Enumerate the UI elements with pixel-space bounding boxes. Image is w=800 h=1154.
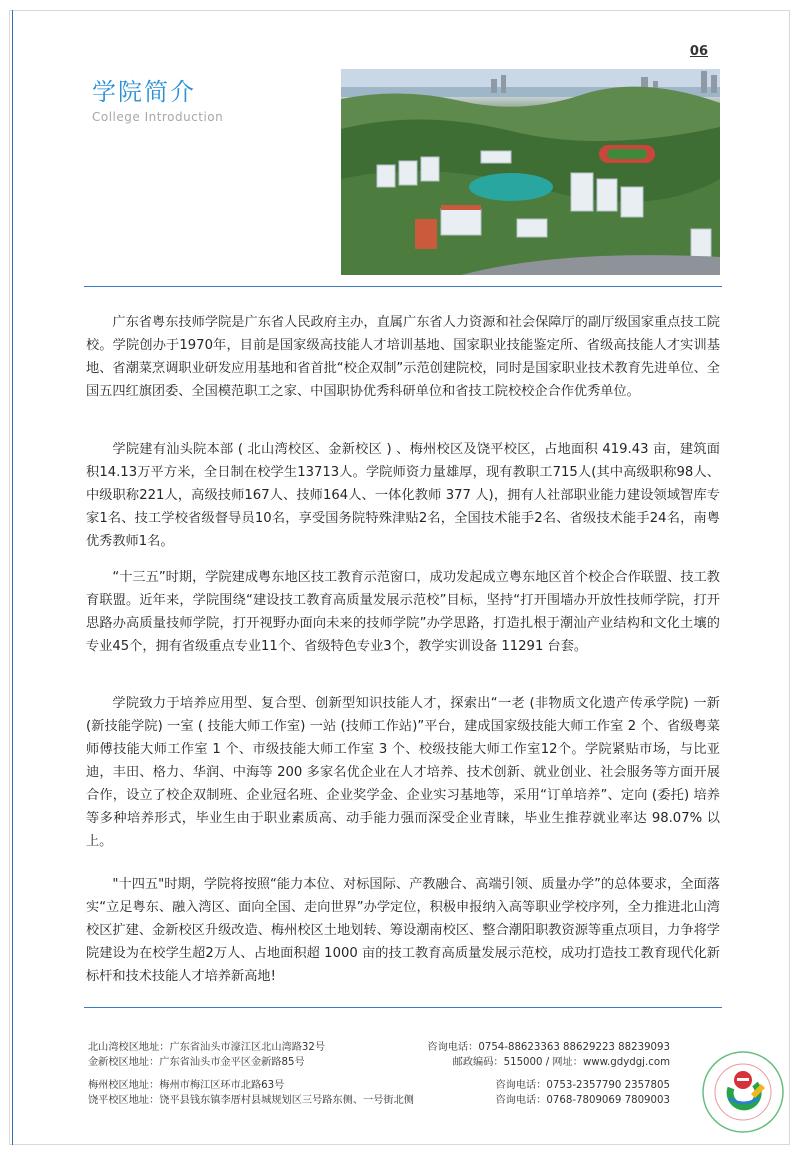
- footer-address-raoping: 饶平校区地址：饶平县钱东镇李厝村县城规划区三号路东侧、一号街北侧: [88, 1095, 414, 1106]
- paragraph-3-text: “十三五”时期，学院建成粤东地区技工教育示范窗口，成功发起成立粤东地区首个校企合作联盟、技工教育联盟。近年来，学院围绕“建设技工教育高质量发展示范校”目标，坚持“打开围墙办开放性技师学院，打开思路办高质量技师学院，打开视野办面向未来的技师学院”办学思路，打造扎根于潮汕产业结构和文化土壤的专业45个，拥有省级重点专业11个、省级特色专业3个，教学实训设备 11291 台套。: [86, 570, 720, 654]
- header-divider: [84, 286, 722, 287]
- paragraph-2: [86, 438, 720, 553]
- section-subtitle: College Introduction: [92, 110, 224, 124]
- paragraph-2-text: 学院建有汕头院本部 ( 北山湾校区、金新校区 ) 、梅州校区及饶平校区，占地面积 419.43 亩，建筑面积14.13万平方米，全日制在校学生13713人。学院师资力量雄厚，现有教职工715人(其中高级职称98人、中级职称221人，高级技师167人、技师164人、一体化教师 377 人)，拥有人社部职业能力建设领域智库专家1名、技工学校省级督导员10名，享受国务院特殊津贴2名，全国技术能手2名、省级技术能手24名，南粤优秀教师1名。: [86, 442, 720, 549]
- section-title: 学院简介: [92, 78, 196, 106]
- school-logo-icon: [693, 1040, 793, 1140]
- paragraph-5-text: "十四五"时期，学院将按照“能力本位、对标国际、产教融合、高端引领、质量办学”的总体要求，全面落实“立足粤东、融入湾区、面向全国、走向世界”办学定位，积极申报纳入高等职业学校序列，全力推进北山湾校区扩建、金新校区升级改造、梅州校区土地划转、筹设潮南校区、整合潮阳职教资源等重点项目，力争将学院建设为在校学生超2万人、占地面积超 1000 亩的技工教育高质量发展示范校，成功打造技工教育现代化新标杆和技术技能人才培养新高地!: [86, 877, 720, 984]
- footer-postcode-website: 邮政编码：515000 / 网址：www.gdydgj.com: [452, 1057, 670, 1068]
- paragraph-4: [86, 692, 720, 853]
- campus-aerial-photo: [341, 69, 720, 275]
- paragraph-3: [86, 566, 720, 658]
- left-accent-rule: [12, 10, 13, 1145]
- footer-address-beishanwan: 北山湾校区地址：广东省汕头市濠江区北山湾路32号: [88, 1042, 326, 1053]
- page-number: 06: [689, 44, 708, 59]
- campus-photo-illustration: [341, 69, 720, 275]
- footer-phone-raoping: 咨询电话：0768-7809069 7809003: [495, 1095, 670, 1106]
- footer-address-group-2: [88, 1078, 414, 1108]
- footer-address-jinxin: 金新校区地址：广东省汕头市金平区金新路85号: [88, 1057, 305, 1068]
- paragraph-1: [86, 311, 720, 403]
- paragraph-1-text: 广东省粤东技师学院是广东省人民政府主办，直属广东省人力资源和社会保障厅的副厅级国家重点技工院校。学院创办于1970年，目前是国家级高技能人才培训基地、国家职业技能鉴定所、省级高技能人才实训基地、省潮菜烹调职业研发应用基地和省首批“校企双制”示范创建院校，同时是国家职业技术教育先进单位、全国五四红旗团委、全国模范职工之家、中国职协优秀科研单位和省技工院校校企合作优秀单位。: [86, 315, 720, 399]
- footer-phone-shantou: 咨询电话：0754-88623363 88629223 88239093: [427, 1042, 670, 1053]
- footer-phone-meizhou: 咨询电话：0753-2357790 2357805: [495, 1080, 670, 1091]
- footer-address-group-1: [88, 1040, 325, 1070]
- footer-divider: [84, 1007, 722, 1008]
- paragraph-5: [86, 873, 720, 988]
- footer-address-meizhou: 梅州校区地址：梅州市梅江区环市北路63号: [88, 1080, 285, 1091]
- footer-contact-group-2: [400, 1078, 670, 1108]
- paragraph-4-text: 学院致力于培养应用型、复合型、创新型知识技能人才，探索出“一老 (非物质文化遗产传承学院) 一新 (新技能学院) 一室 ( 技能大师工作室) 一站 (技师工作站)”平台，建成国家级技能大师工作室 2 个、省级粤菜师傅技能大师工作室 1 个、市级技能大师工作室 3 个、校级技能大师工作室12个。学院紧贴市场，与比亚迪，丰田、格力、华润、中海等 200 多家名优企业在人才培养、技术创新、就业创业、社会服务等方面开展合作，设立了校企双制班、企业冠名班、企业奖学金、企业实习基地等，采用“订单培养”、定向 (委托) 培养等多种培养形式，毕业生由于职业素质高、动手能力强而深受企业青睐，毕业生推荐就业率达 98.07% 以上。: [86, 696, 720, 849]
- footer-contact-group-1: [400, 1040, 670, 1070]
